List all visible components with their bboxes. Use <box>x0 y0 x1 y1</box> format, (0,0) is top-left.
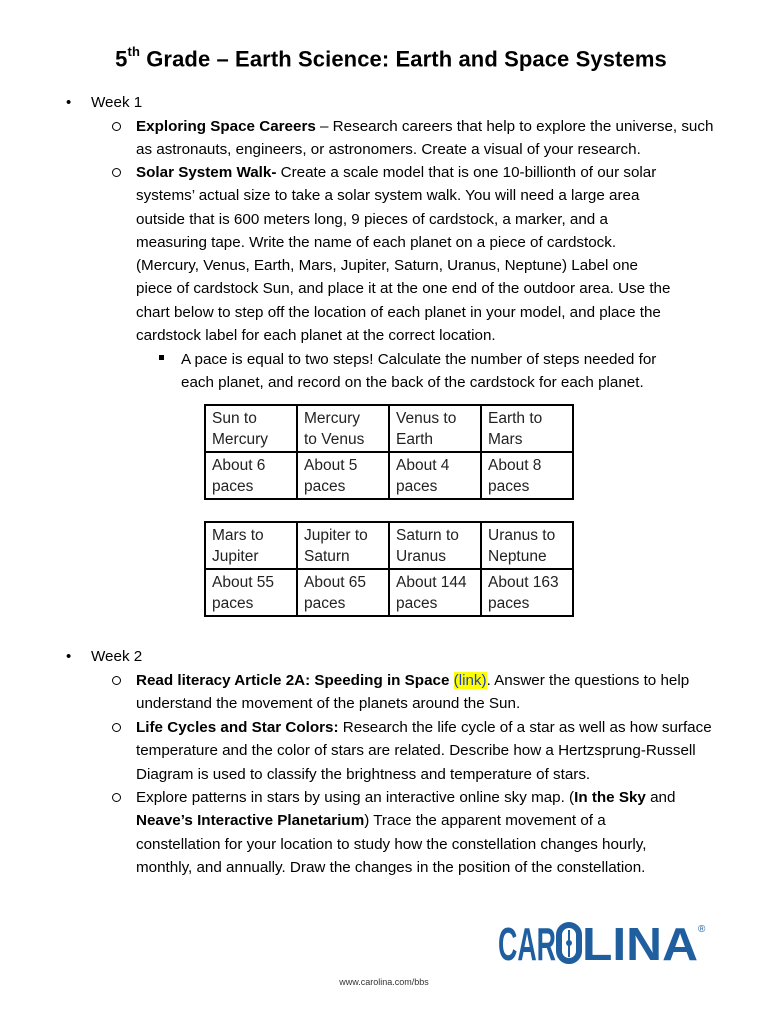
bullet-dot: • <box>66 648 72 665</box>
table-value-cell: About 5 paces <box>297 452 389 499</box>
page-title: 5th Grade – Earth Science: Earth and Space Systems <box>115 44 667 72</box>
table-header-cell: Mercury to Venus <box>297 405 389 452</box>
circle-bullet-icon <box>112 793 121 802</box>
table-row <box>205 569 573 616</box>
table-row <box>205 522 573 569</box>
table-header-cell: Venus to Earth <box>389 405 481 452</box>
table-header-cell: Mars to Jupiter <box>205 522 297 569</box>
registered-mark: ® <box>698 924 706 935</box>
logo-text-right: LINA <box>582 918 698 970</box>
week2-item-sky-map: Explore patterns in stars by using an interactive online sky map. (In the Sky and Neave’s Interactive Planetarium) Trace the apparent movement of a constellation for your location to study how the constellation changes hourly, monthly, and annually. Draw the changes in the position of the constellation. <box>136 789 676 876</box>
bullet-dot: • <box>66 94 72 111</box>
article-link[interactable]: (link) <box>453 672 487 689</box>
circle-bullet-icon <box>112 676 121 685</box>
table-row <box>205 452 573 499</box>
circle-bullet-icon <box>112 122 121 131</box>
footer-url: www.carolina.com/bbs <box>339 977 429 987</box>
square-bullet-icon <box>159 355 164 360</box>
table-value-cell: About 144 paces <box>389 569 481 616</box>
table-header-cell: Jupiter to Saturn <box>297 522 389 569</box>
week2-item-literacy: Read literacy Article 2A: Speeding in Space (link). Answer the questions to help understand the movement of the planets around the Sun. <box>136 672 690 713</box>
table-value-cell: About 6 paces <box>205 452 297 499</box>
week1-item-solar-walk: Solar System Walk- Create a scale model that is one 10-billionth of our solar systems’ actual size to take a solar system walk. You will need a large area outside that is 600 meters long, 9 pieces of cardstock, a marker, and a measuring tape. Write the name of each planet on a piece of cardstock. (Mercury, Venus, Earth, Mars, Jupiter, Saturn, Uranus, Neptune) Label one piece of cardstock Sun, and place it at the one end of the outdoor area. Use the chart below to step off the location of each planet in your model, and place the cardstock label for each planet at the correct location. <box>136 164 671 345</box>
table-value-cell: About 65 paces <box>297 569 389 616</box>
table-header-cell: Uranus to Neptune <box>481 522 573 569</box>
pace-note: A pace is equal to two steps! Calculate the number of steps needed for each planet, and record on the back of the cardstock for each planet. <box>181 351 657 392</box>
pace-table-outer-planets <box>204 521 574 617</box>
circle-bullet-icon <box>112 168 121 177</box>
table-header-cell: Earth to Mars <box>481 405 573 452</box>
carolina-logo <box>498 910 708 970</box>
table-value-cell: About 55 paces <box>205 569 297 616</box>
week1-label: Week 1 <box>91 94 143 111</box>
week2-label: Week 2 <box>91 648 143 665</box>
circle-bullet-icon <box>112 723 121 732</box>
logo-o-icon <box>559 925 579 961</box>
week1-item-space-careers: Exploring Space Careers – Research careers that help to explore the universe, such as astronauts, engineers, or astronomers. Create a visual of your research. <box>136 118 714 159</box>
pace-table-inner-planets <box>204 404 574 500</box>
table-value-cell: About 163 paces <box>481 569 573 616</box>
table-row <box>205 405 573 452</box>
table-header-cell: Sun to Mercury <box>205 405 297 452</box>
logo-text-left: CAR <box>498 918 556 970</box>
table-value-cell: About 8 paces <box>481 452 573 499</box>
week2-item-star-colors: Life Cycles and Star Colors: Research the life cycle of a star as well as how surface temperature and the color of stars are related. Describe how a Hertzsprung-Russell Diagram is used to classify the brightness and temperature of stars. <box>136 719 712 783</box>
table-header-cell: Saturn to Uranus <box>389 522 481 569</box>
table-value-cell: About 4 paces <box>389 452 481 499</box>
